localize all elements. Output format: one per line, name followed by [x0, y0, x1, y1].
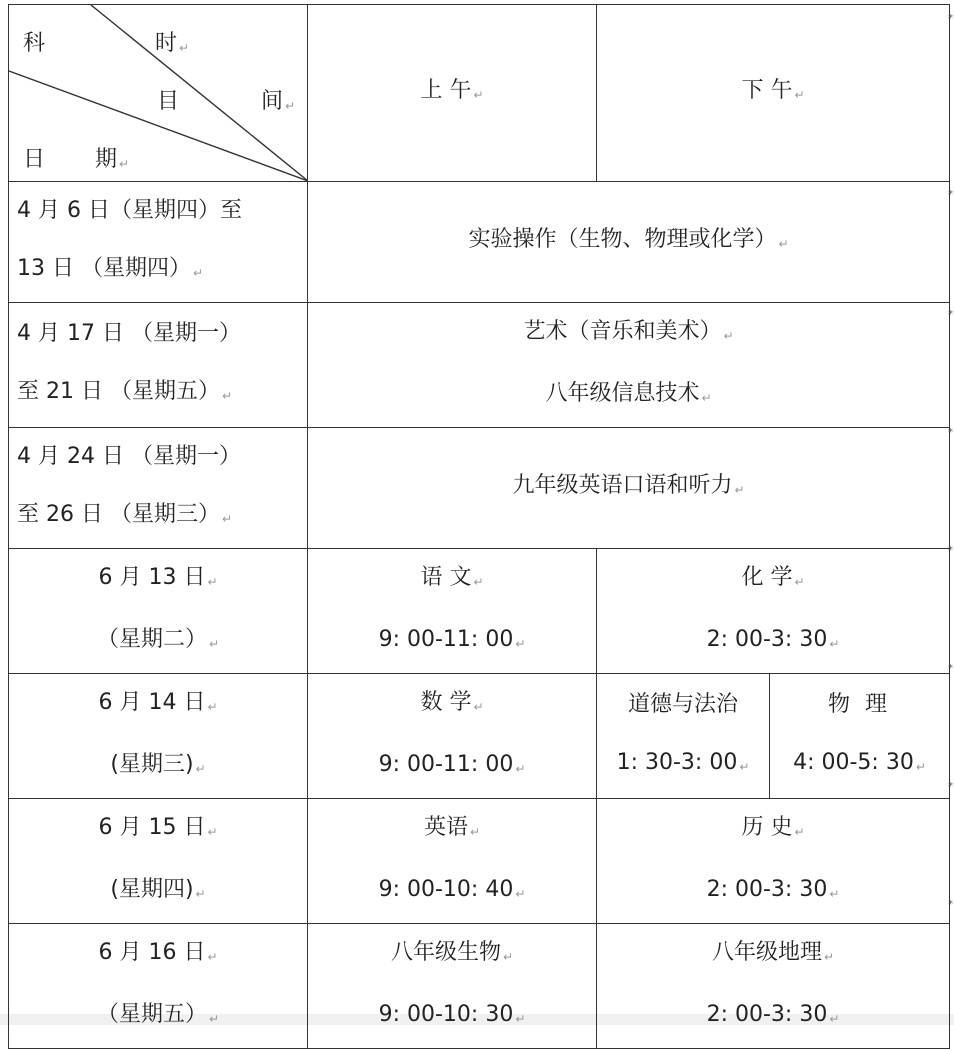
date-cell — [9, 799, 308, 924]
exam-time: 2: 00-3: 30 ↵ — [706, 1002, 840, 1027]
schedule-row — [9, 549, 950, 674]
date-line: 4 月 6 日（星期四）至 — [17, 198, 242, 223]
row-end-marker: * — [948, 899, 953, 910]
date-line: 6 月 15 日 ↵ — [98, 815, 218, 840]
pm-exam-cell — [597, 799, 953, 924]
schedule-row — [9, 303, 950, 428]
pm-exam-cell — [597, 924, 950, 1049]
header-morning: 上 午 ↵ — [308, 5, 597, 182]
am-exam-cell — [308, 799, 597, 924]
exam-subject: 八年级生物 ↵ — [390, 940, 514, 965]
pm-exam-cell-2 — [770, 674, 953, 799]
exam-subject: 道德与法治 — [627, 692, 738, 717]
exam-subject: 历 史 ↵ — [741, 815, 805, 840]
row-end-markers — [948, 0, 954, 1014]
date-line: 至 21 日 （星期五） ↵ — [17, 379, 233, 404]
date-line: 6 月 16 日 ↵ — [98, 940, 218, 965]
exam-time: 2: 00-3: 30 ↵ — [706, 877, 840, 902]
exam-subject: 物 理 — [828, 692, 891, 717]
date-line: 至 26 日 （星期三） ↵ — [17, 502, 233, 527]
date-line: 6 月 14 日 ↵ — [98, 690, 218, 715]
content-line: 艺术（音乐和美术） ↵ — [523, 319, 734, 344]
header-row — [9, 5, 950, 182]
date-cell — [9, 428, 308, 549]
am-exam-cell — [308, 549, 597, 674]
date-cell — [9, 549, 308, 674]
exam-time: 1: 30-3: 00 ↵ — [616, 750, 750, 775]
exam-time: 9: 00-10: 30 ↵ — [378, 1002, 526, 1027]
content-cell — [308, 182, 953, 303]
row-end-marker: * — [948, 427, 953, 438]
exam-subject: 八年级地理 ↵ — [711, 940, 835, 965]
header-afternoon: 下 午 ↵ — [597, 5, 950, 182]
date-cell — [9, 182, 308, 303]
exam-time: 9: 00-11: 00 ↵ — [378, 627, 526, 652]
am-exam-cell — [308, 674, 597, 799]
row-end-marker: * — [948, 663, 953, 674]
diag-jian-label: 间 ↵ — [261, 89, 296, 114]
schedule-row — [9, 428, 950, 549]
row-end-marker: * — [948, 189, 953, 200]
exam-subject: 语 文 ↵ — [420, 565, 484, 590]
diag-qi-label: 期 ↵ — [95, 147, 130, 172]
diagonal-header-cell — [9, 5, 308, 182]
schedule-row — [9, 924, 950, 1049]
diag-mu-label: 目 — [157, 89, 180, 114]
date-cell — [9, 674, 308, 799]
pm-exam-cell — [597, 549, 953, 674]
date-line: 13 日 （星期四） ↵ — [17, 256, 204, 281]
exam-time: 2: 00-3: 30 ↵ — [706, 627, 840, 652]
row-end-marker: * — [948, 13, 953, 24]
content-line: 八年级信息技术 ↵ — [545, 381, 712, 406]
schedule-row — [9, 799, 950, 924]
date-line: 4 月 24 日 （星期一） — [17, 444, 241, 469]
date-line: （星期二） ↵ — [96, 627, 220, 652]
am-exam-cell — [308, 924, 597, 1049]
exam-time: 9: 00-10: 40 ↵ — [378, 877, 526, 902]
exam-subject: 英语 ↵ — [423, 815, 481, 840]
diag-subject-label: 科 — [23, 31, 46, 56]
row-end-marker: * — [948, 309, 953, 320]
content-line: 九年级英语口语和听力 ↵ — [512, 473, 745, 498]
content-cell — [308, 427, 953, 549]
date-line: （星期五） ↵ — [96, 1002, 220, 1027]
date-line: 6 月 13 日 ↵ — [98, 565, 218, 590]
exam-schedule-table — [8, 4, 953, 1049]
exam-time: 9: 00-11: 00 ↵ — [378, 752, 526, 777]
date-line: (星期四) ↵ — [110, 877, 206, 902]
pm-exam-cell-1 — [597, 674, 770, 799]
date-cell — [9, 303, 308, 428]
schedule-row — [9, 182, 950, 303]
date-cell — [9, 924, 308, 1049]
content-line: 实验操作（生物、物理或化学） ↵ — [468, 227, 789, 252]
date-line: 4 月 17 日 （星期一） — [17, 321, 241, 346]
exam-subject: 化 学 ↵ — [741, 565, 805, 590]
exam-subject: 数 学 ↵ — [420, 690, 484, 715]
date-line: (星期三) ↵ — [110, 752, 206, 777]
schedule-row — [9, 674, 950, 799]
diag-ri-label: 日 — [23, 147, 46, 172]
row-end-marker: * — [948, 545, 953, 556]
content-cell — [308, 303, 953, 428]
diag-time-label: 时 ↵ — [155, 31, 190, 56]
row-end-marker: * — [948, 781, 953, 792]
exam-time: 4: 00-5: 30 ↵ — [793, 750, 926, 775]
